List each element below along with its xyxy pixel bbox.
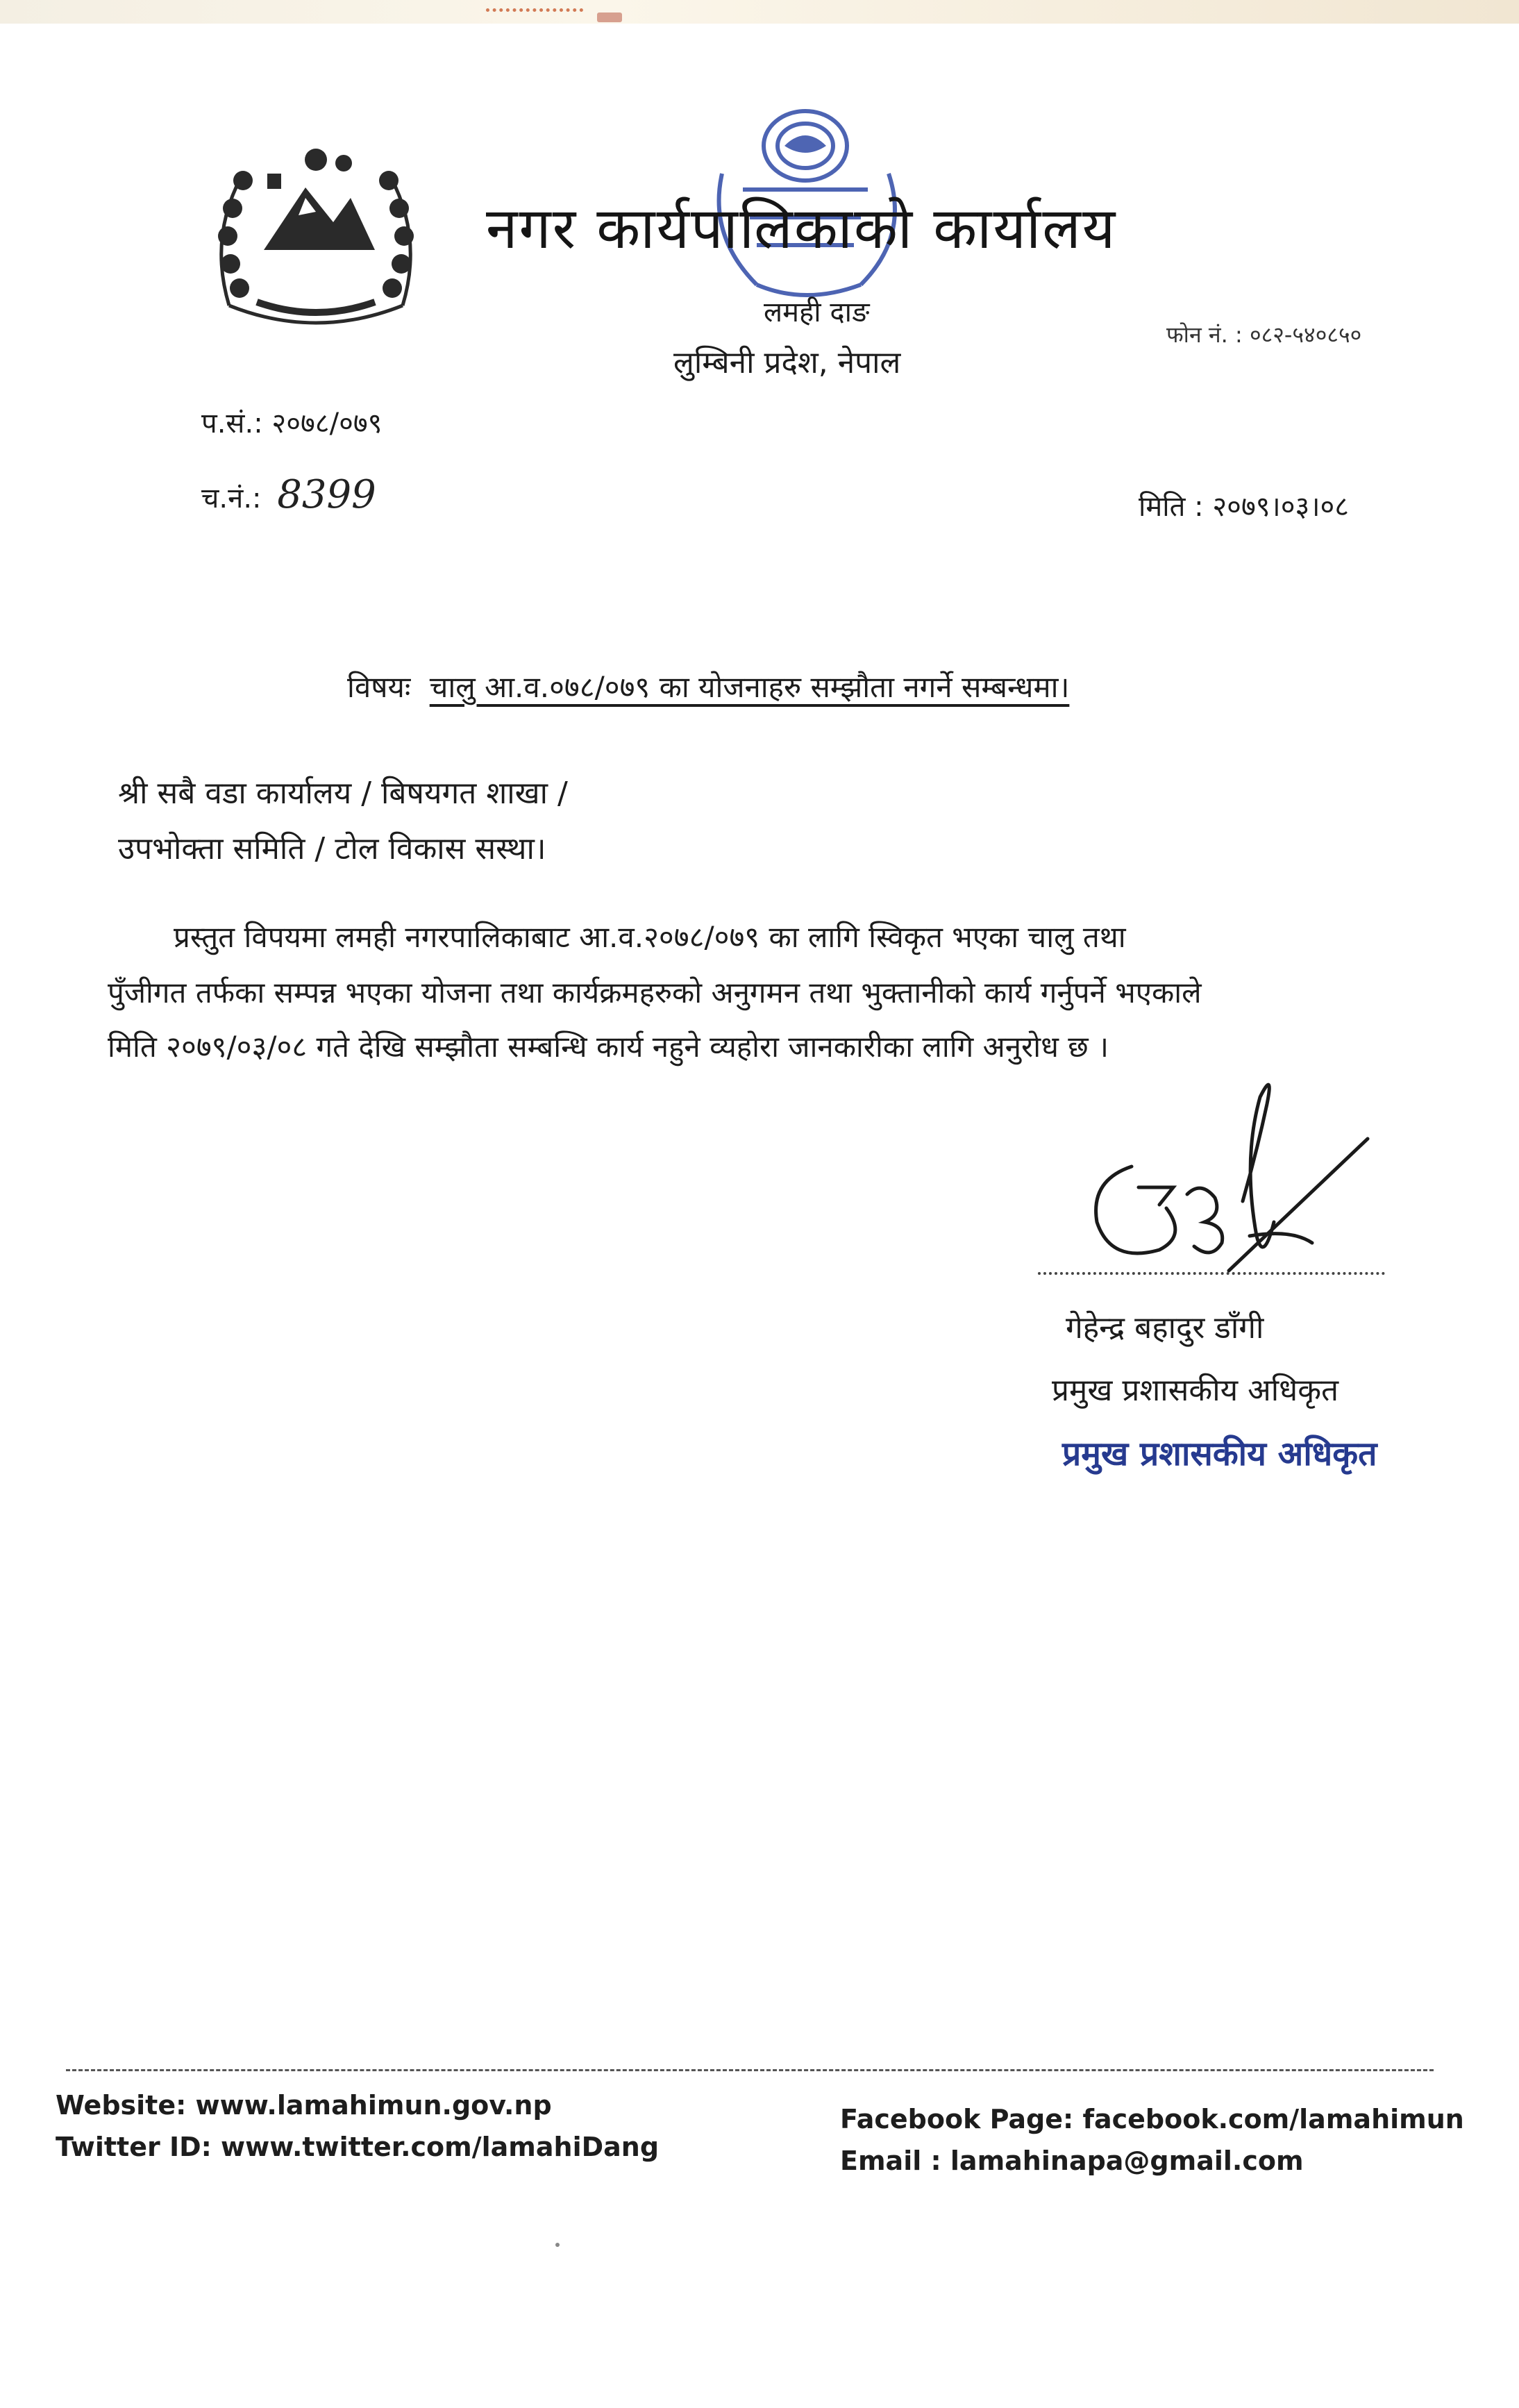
scan-speck: [555, 2243, 560, 2247]
address-line-2: लुम्बिनी प्रदेश, नेपाल: [673, 345, 901, 381]
footer-facebook: Facebook Page: facebook.com/lamahimun: [840, 2104, 1464, 2134]
chalani-label: च.नं.:: [201, 483, 262, 515]
date-label: मिति :: [1139, 491, 1204, 523]
body-line-2: पुँजीगत तर्फका सम्पन्न भएका योजना तथा कार्यक्रमहरुको अनुगमन तथा भुक्तानीको कार्य गर्नुपर्ने भएकाले: [108, 976, 1202, 1010]
handwritten-signature: [1083, 1062, 1382, 1285]
body-line-1: प्रस्तुत विपयमा लमही नगरपालिकाबाट आ.व.२०७८/०७९ का लागि स्विकृत भएका चालु तथा: [174, 920, 1126, 954]
subject-label: विषयः: [347, 670, 411, 704]
footer-twitter: Twitter ID: www.twitter.com/lamahiDang: [56, 2132, 660, 2162]
chalani-number: [201, 472, 376, 517]
date-value: २०७९।०३।०८: [1212, 491, 1350, 523]
letter-date: [1139, 486, 1349, 524]
footer-divider: [66, 2069, 1434, 2071]
designation-stamp: प्रमुख प्रशासकीय अधिकृत: [1062, 1435, 1377, 1473]
office-title: नगर कार्यपालिकाको कार्यालय: [486, 196, 1117, 262]
footer-website: Website: www.lamahimun.gov.np: [56, 2090, 552, 2121]
body-line-3: मिति २०७९/०३/०८ गते देखि सम्झौता सम्बन्धि कार्य नहुने व्यहोरा जानकारीका लागि अनुरोध छ ।: [108, 1030, 1109, 1064]
patra-sankhya-label: प.सं.:: [201, 408, 263, 440]
footer-email: Email : lamahinapa@gmail.com: [840, 2146, 1304, 2176]
scan-top-mark: [597, 12, 622, 22]
patra-sankhya: [201, 403, 382, 441]
addressee-line-2: उपभोक्ता समिति / टोल विकास सस्था।: [118, 831, 546, 867]
subject-text: चालु आ.व.०७८/०७९ का योजनाहरु सम्झौता नगर्ने सम्बन्धमा।: [429, 670, 1070, 704]
address-line-1: लमही दाङ: [764, 296, 870, 328]
addressee-line-1: श्री सबै वडा कार्यालय / बिषयगत शाखा /: [118, 776, 568, 811]
chalani-value: 8399: [277, 472, 376, 517]
signatory-designation: प्रमुख प्रशासकीय अधिकृत: [1052, 1373, 1339, 1408]
patra-sankhya-value: २०७८/०७९: [271, 408, 383, 440]
signature-line: [1038, 1272, 1385, 1275]
scan-top-band: [0, 0, 1519, 24]
subject-line: [347, 667, 1069, 706]
phone-number: फोन नं. : ०८२-५४०८५०: [1166, 321, 1362, 348]
scan-top-dots: [486, 8, 583, 12]
nepal-government-emblem-icon: [201, 132, 430, 333]
signatory-name: गेहेन्द्र बहादुर डाँगी: [1066, 1310, 1264, 1346]
